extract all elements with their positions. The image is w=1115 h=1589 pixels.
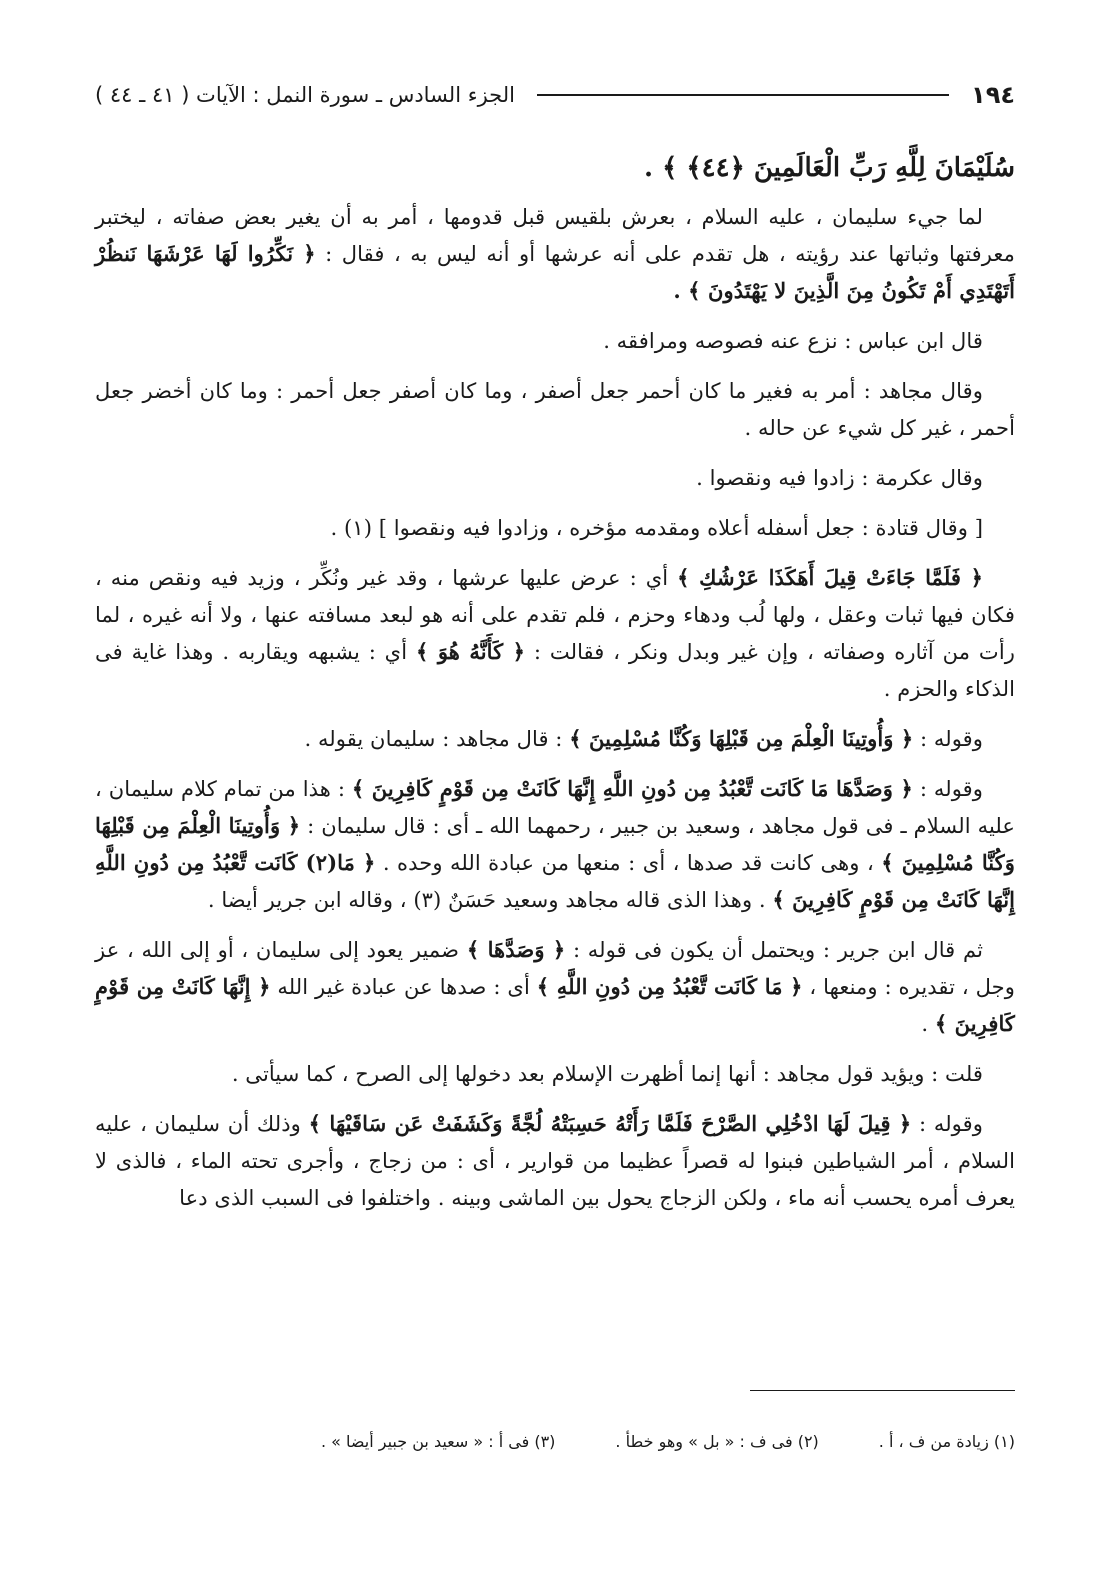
paragraph: [95, 559, 1015, 707]
quran-quote: ﴿ قِيلَ لَهَا ادْخُلِي الصَّرْحَ فَلَمَّا رَأَتْهُ حَسِبَتْهُ لُجَّةً وَكَشَفَتْ عَن سَاقَيْهَا ﴾: [308, 1111, 912, 1136]
commentary-text: [ وقال قتادة : جعل أسفله أعلاه ومقدمه مؤخره ، وزادوا فيه ونقصوا ] (١) .: [330, 515, 983, 540]
commentary-text: وذلك أن سليمان ، عليه السلام ، أمر الشياطين فبنوا له قصراً عظيما من قوارير ، أى : من زجاج ، وأجرى تحته الماء ، فالذى لا يعرف أمره يحسب أنه ماء ، ولكن الزجاج يحول بين الماشى وبينه . واختلفوا فى السبب الذى دعا: [95, 1111, 1015, 1210]
commentary-text: لما جيء سليمان ، عليه السلام ، بعرش بلقيس قبل قدومها ، أمر به أن يغير بعض صفاته ، ليختبر معرفتها وثباتها عند رؤيته ، هل تقدم على أنه عرشها أو أنه ليس به ، فقال :: [95, 204, 1016, 266]
paragraph: [95, 770, 1015, 918]
commentary-text: : قال مجاهد : سليمان يقوله .: [304, 726, 570, 751]
paragraph: [95, 372, 1015, 446]
paragraph: [95, 198, 1015, 309]
commentary-text: أي : يشبهه ويقاربه . وهذا غاية فى الذكاء والحزم .: [95, 639, 1015, 701]
footnote: (٣) فى أ : « سعيد بن جبير أيضا » .: [320, 1432, 556, 1451]
quran-quote: ﴿ مَا(٢) كَانَت تَّعْبُدُ مِن دُونِ اللَّهِ إِنَّهَا كَانَتْ مِن قَوْمٍ كَافِرِينَ ﴾: [95, 850, 1015, 912]
paragraph: [95, 1105, 1015, 1216]
footnote: (١) زيادة من ف ، أ .: [878, 1432, 1015, 1451]
quran-quote: سُلَيْمَانَ لِلَّهِ رَبِّ الْعَالَمِينَ ﴿٤٤﴾ ﴾ .: [644, 153, 1015, 183]
commentary-text: ثم قال ابن جرير : ويحتمل أن يكون فى قوله :: [565, 937, 983, 962]
commentary-text: أي : عرض عليها عرشها ، وقد غير ونُكِّر ، وزيد فيه ونقص منه ، فكان فيها ثبات وعقل ، ولها لُب ودهاء وحزم ، فلم تقدم على أنه هو لبعد مسافته عنها ، ولا أنه غيره ، لما رأت من آثاره وصفاته ، وإن غير وبدل ونكر ، فقالت :: [95, 565, 1015, 664]
commentary-text: . وهذا الذى قاله مجاهد وسعيد حَسَنٌ (٣) ، وقاله ابن جرير أيضا .: [207, 887, 773, 912]
commentary-text: .: [921, 1011, 935, 1036]
quran-quote: ﴿ إِنَّهَا كَانَتْ مِن قَوْمٍ كَافِرِينَ ﴾: [95, 974, 1015, 1036]
quran-quote: ﴿ نَكِّرُوا لَهَا عَرْشَهَا نَنظُرْ أَتَهْتَدِي أَمْ تَكُونُ مِنَ الَّذِينَ لا يَهْتَدُونَ ﴾ .: [95, 241, 1015, 303]
quran-quote: ﴿ وَصَدَّهَا ﴾: [466, 937, 566, 962]
commentary-text: وقوله :: [913, 726, 983, 751]
commentary-text: وقوله :: [912, 776, 984, 801]
paragraph: [95, 720, 1015, 757]
commentary-text: وقال عكرمة : زادوا فيه ونقصوا .: [696, 465, 983, 490]
body-text: [95, 148, 1015, 1216]
page-number: ١٩٤: [971, 81, 1015, 109]
commentary-text: ، وهى كانت قد صدها ، أى : منعها من عبادة الله وحده .: [375, 850, 882, 875]
book-page: [95, 70, 1015, 1530]
paragraph: [95, 931, 1015, 1042]
footnotes: [95, 1432, 1015, 1451]
paragraph: [95, 1055, 1015, 1092]
paragraph: [95, 459, 1015, 496]
quran-quote: ﴿ كَأَنَّهُ هُوَ ﴾: [415, 639, 526, 664]
footnote: (٢) فى ف : « بل » وهو خطأ .: [615, 1432, 819, 1451]
commentary-text: وقوله :: [911, 1111, 983, 1136]
quran-quote: ﴿ مَا كَانَت تَّعْبُدُ مِن دُونِ اللَّهِ ﴾: [536, 974, 803, 999]
commentary-text: وقال مجاهد : أمر به فغير ما كان أحمر جعل أصفر ، وما كان أصفر جعل أحمر : وما كان أخضر جعل أحمر ، غير كل شيء عن حاله .: [95, 378, 1015, 440]
paragraph: [95, 509, 1015, 546]
commentary-text: : هذا من تمام كلام سليمان ، عليه السلام ـ فى قول مجاهد ، وسعيد بن جبير ، رحمهما الله ـ أى : قال سليمان :: [95, 776, 1015, 838]
paragraph: [95, 322, 1015, 359]
running-header: [95, 70, 1015, 120]
commentary-text: أى : صدها عن عبادة غير الله: [270, 974, 537, 999]
footnote-rule: [750, 1390, 1015, 1391]
quran-quote: ﴿ وَأُوتِينَا الْعِلْمَ مِن قَبْلِهَا وَكُنَّا مُسْلِمِينَ ﴾: [95, 813, 1015, 875]
quran-quote: ﴿ وَأُوتِينَا الْعِلْمَ مِن قَبْلِهَا وَكُنَّا مُسْلِمِينَ ﴾: [569, 726, 914, 751]
quran-quote: ﴿ فَلَمَّا جَاءَتْ قِيلَ أَهَكَذَا عَرْشُكِ ﴾: [677, 565, 983, 590]
commentary-text: قلت : ويؤيد قول مجاهد : أنها إنما أظهرت الإسلام بعد دخولها إلى الصرح ، كما سيأتى .: [231, 1061, 983, 1086]
running-title: الجزء السادس ـ سورة النمل : الآيات ( ٤١ ـ ٤٤ ): [95, 83, 515, 107]
quran-quote: ﴿ وَصَدَّهَا مَا كَانَت تَّعْبُدُ مِن دُونِ اللَّهِ إِنَّهَا كَانَتْ مِن قَوْمٍ كَافِرِينَ ﴾: [351, 776, 913, 801]
header-rule: [537, 94, 949, 96]
verse-lead: [95, 148, 1015, 188]
commentary-text: قال ابن عباس : نزع عنه فصوصه ومرافقه .: [603, 328, 983, 353]
commentary-text: ضمير يعود إلى سليمان ، أو إلى الله ، عز وجل ، تقديره : ومنعها ،: [95, 937, 1015, 999]
